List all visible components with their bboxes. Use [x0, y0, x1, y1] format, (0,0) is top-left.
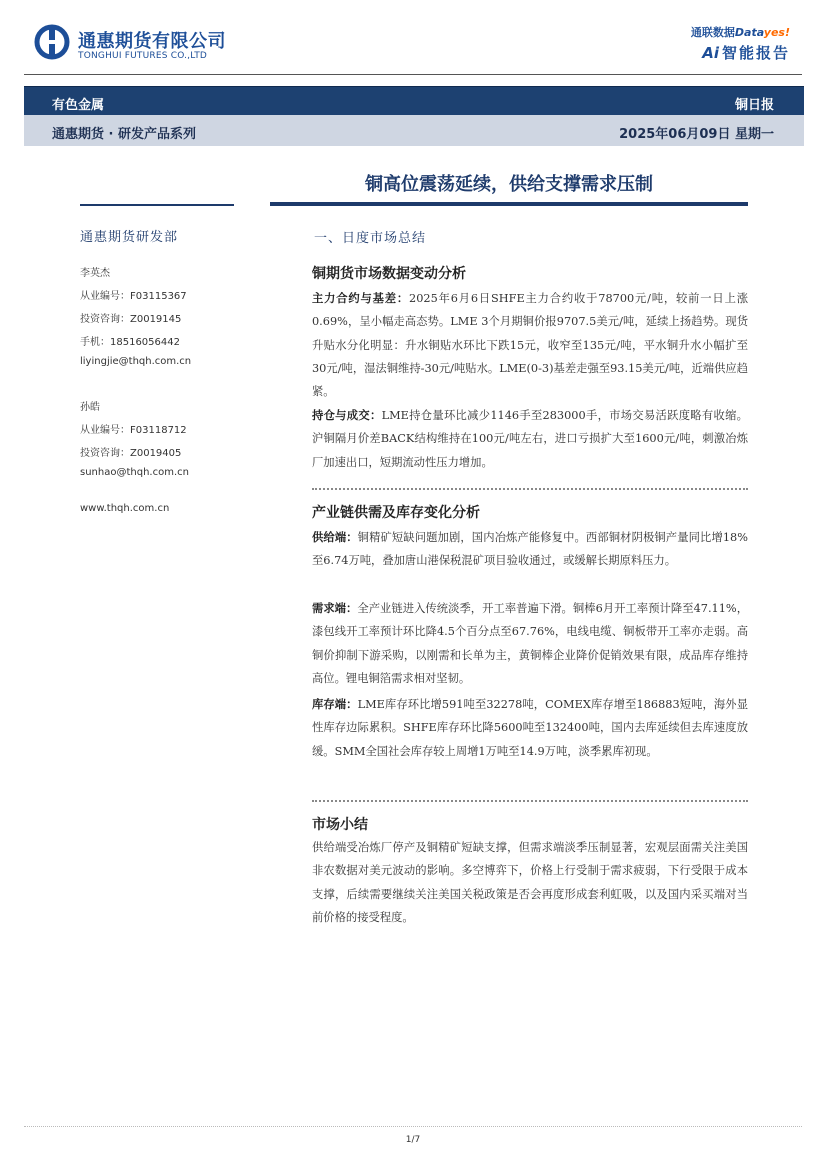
paragraph-text: 2025年6月6日SHFE主力合约收于78700元/吨，较前一日上涨0.69%，呈小幅走高态势。LME 3个月期铜价报9707.5美元/吨，延续上扬趋势。现货升贴水分化明显：升水铜贴水环比下跌15元，收窄至135元/吨，平水铜升水小幅扩至30元/吨，湿法铜维持-30元/吨贴水。LME(0-3)基差走强至93.15美元/吨，近端供应趋紧。: [312, 292, 748, 399]
analyst-name: 孙皓: [80, 402, 100, 413]
company-name-cn: 通惠期货有限公司: [78, 31, 226, 52]
paragraph-inventory: [312, 693, 748, 763]
company-website-link[interactable]: www.thqh.com.cn: [80, 503, 170, 514]
sidebar-top-rule: [80, 204, 234, 206]
report-type-label: 铜日报: [734, 98, 774, 113]
research-dept: 通惠期货研发部: [80, 230, 179, 245]
analyst-name: 李英杰: [80, 268, 110, 279]
footer-divider: [24, 1126, 802, 1127]
paragraph-text: 全产业链进入传统淡季，开工率普遍下滑。铜棒6月开工率预计降至47.11%，漆包线开工率预计环比降4.5个百分点至67.76%，电线电缆、铜板带开工率亦走弱。高铜价抑制下游采购，以刚需和长单为主，黄铜棒企业降价促销效果有限，成品库存维持高位。锂电铜箔需求相对坚韧。: [312, 602, 748, 685]
paragraph-text: LME持仓量环比减少1146手至283000手，市场交易活跃度略有收缩。沪铜隔月价差BACK结构维持在100元/吨左右，进口亏损扩大至1600元/吨，刺激冶炼厂加速出口，短期流动性压力增加。: [312, 409, 748, 469]
section-divider: [312, 800, 748, 802]
paragraph-summary: [312, 836, 748, 929]
paragraph-text: LME库存环比增591吨至32278吨，COMEX库存增至186883短吨，海外显性库存边际累积。SHFE库存环比降5600吨至132400吨，国内去库延续但去库速度放缓。SMM全国社会库存较上周增1万吨至14.9万吨，淡季累库初现。: [312, 698, 748, 758]
analyst-license: 从业编号：F03118712: [80, 425, 187, 436]
paragraph-label: 需求端：: [312, 602, 358, 615]
analyst-phone: 手机：18516056442: [80, 337, 180, 348]
header-divider: [24, 74, 802, 75]
paragraph-label: 库存端：: [312, 698, 358, 711]
company-name-en: TONGHUI FUTURES CO.,LTD: [78, 51, 208, 61]
ai-mark: Ai: [702, 44, 719, 62]
company-logo-icon: [34, 24, 70, 60]
analyst-email[interactable]: liyingjie@thqh.com.cn: [80, 356, 192, 367]
paragraph-label: 持仓与成交：: [312, 409, 382, 422]
paragraph-position-volume: [312, 404, 748, 474]
report-date: 2025年06月09日 星期一: [619, 127, 774, 142]
section-divider: [312, 488, 748, 490]
analyst-license: 从业编号：F03115367: [80, 291, 187, 302]
paragraph-text: 铜精矿短缺问题加剧，国内冶炼产能修复中。西部铜材阴极铜产量同比增18%至6.74万吨，叠加唐山港保税混矿项目验收通过，或缓解长期原料压力。: [312, 531, 748, 568]
series-band: [24, 115, 804, 146]
datayes-brand: [691, 24, 790, 40]
ai-report-label: [702, 42, 790, 63]
report-title: 铜高位震荡延续，供给支撑需求压制: [365, 174, 653, 195]
analyst-consult: 投资咨询：Z0019405: [80, 448, 182, 459]
paragraph-demand: [312, 597, 748, 690]
paragraph-label: 主力合约与基差：: [312, 292, 410, 305]
subsection-title: 市场小结: [312, 817, 368, 833]
subsection-title: 铜期货市场数据变动分析: [312, 266, 466, 282]
sector-label: 有色金属: [52, 98, 105, 113]
series-label: 通惠期货 · 研发产品系列: [52, 127, 196, 142]
datayes-brand-data: Data: [734, 26, 764, 39]
datayes-brand-cn: 通联数据: [690, 26, 735, 39]
page-number: 1/7: [405, 1135, 421, 1145]
paragraph-label: 供给端：: [312, 531, 358, 544]
analyst-email[interactable]: sunhao@thqh.com.cn: [80, 467, 189, 478]
title-underline: [270, 202, 748, 206]
paragraph-text: 供给端受冶炼厂停产及铜精矿短缺支撑，但需求端淡季压制显著，宏观层面需关注美国非农数据对美元波动的影响。多空博弈下，价格上行受制于需求疲弱，下行受限于成本支撑，后续需要继续关注美国关税政策是否会再度形成套利虹吸，以及国内采买端对当前价格的接受程度。: [312, 841, 748, 924]
report-label: 智能报告: [721, 44, 790, 62]
datayes-brand-yes: yes!: [763, 26, 790, 39]
category-band: [24, 86, 804, 116]
subsection-title: 产业链供需及库存变化分析: [312, 505, 480, 521]
analyst-consult: 投资咨询：Z0019145: [80, 314, 182, 325]
paragraph-contract-basis: [312, 287, 748, 403]
section-heading: 一、日度市场总结: [314, 231, 427, 246]
paragraph-supply: [312, 526, 748, 573]
